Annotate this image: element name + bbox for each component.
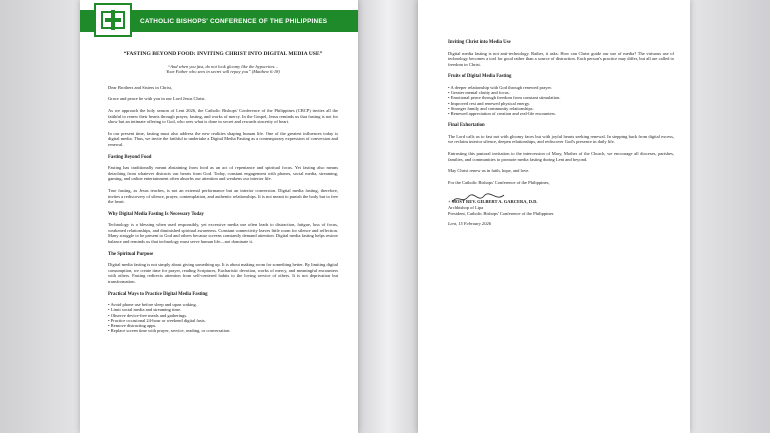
list-item: • Observe device-free meals and gatherings. <box>108 313 338 318</box>
cbcp-logo-icon <box>94 3 132 37</box>
greeting: Grace and peace be with you in our Lord Jesus Christ. <box>108 96 206 102</box>
signatory-name <box>448 199 674 205</box>
section-heading-fruits: Fruits of Digital Media Fasting <box>448 74 512 80</box>
list-item: • Stronger family and community relationships. <box>448 106 674 111</box>
section-heading-spiritual-purpose: The Spiritual Purpose <box>108 251 154 257</box>
letterhead-bar <box>80 10 358 32</box>
section-heading-final-exhortation: Final Exhortation <box>448 123 485 129</box>
closing-line: For the Catholic Bishops' Conference of the Philippines, <box>448 179 550 185</box>
blessing: May Christ renew us in faith, hope, and love. <box>448 168 530 174</box>
list-item: • Replace screen time with prayer, service, reading, or conversation. <box>108 328 338 333</box>
scripture-quote <box>108 64 338 75</box>
background-blur-right <box>690 0 770 433</box>
section1-paragraph-2: True fasting, as Jesus teaches, is not an external performance but an interior conversion. Digital media fasting, therefore, invites a rediscovery of silence, prayer, contemplation, and authentic relationships. It is not meant to punish the body but to free the heart. <box>108 187 339 205</box>
signature-block <box>448 199 674 226</box>
intro-paragraph: As we approach the holy season of Lent 2026, the Catholic Bishops' Conference of the Philippines (CBCP) invites all the faithful to renew their hearts through prayer, fasting, and works of mercy. In the Gospel, Jesus reminds us that fasting is not for show but an intimate offering to God, who sees what is done in secret and rewards sincerity of heart. <box>108 107 338 125</box>
section7-paragraph-1: The Lord calls us to fast not with gloomy faces but with joyful hearts seeking renewal. In stepping back from digital excess, we reclaim interior silence, deepen relationships, and rediscover God's presence in daily life. <box>448 133 674 145</box>
section5-paragraph: Digital media fasting is not anti-technology. Rather, it asks: How can Christ guide our use of media? The virtuous use of technology becomes a tool for good rather than a source of distraction. Each person's practice may differ, but all are called to freedom in Christ. <box>448 50 674 67</box>
section-heading-practical-ways: Practical Ways to Practice Digital Media Fasting <box>108 291 208 297</box>
list-item: • Greater mental clarity and focus. <box>448 90 674 95</box>
list-item: • Remove distracting apps. <box>108 323 338 328</box>
list-item: • Practice occasional 24-hour or weekend digital fasts. <box>108 318 338 323</box>
organization-name: CATHOLIC BISHOPS' CONFERENCE OF THE PHILIPPINES <box>140 17 328 25</box>
quote-line-1: “And when you fast, do not look gloomy like the hypocrites… <box>167 63 279 69</box>
practices-list <box>108 302 338 333</box>
list-item: • A deeper relationship with God through renewed prayer. <box>448 85 674 90</box>
letter-date: Lent, 15 February 2026 <box>448 221 491 227</box>
section3-paragraph: Digital media fasting is not simply about giving something up. It is about making room for something better. By limiting digital consumption, we create time for prayer, reading Scriptures, Eucharistic devotion, works of mercy, and meaningful encounters with others. Fasting redirects attention from self-centered habits to the loving service of others. It is not deprivation but transformation. <box>108 262 338 285</box>
signatory-title-1: Archbishop of Lipa <box>448 204 484 210</box>
letter-page-2 <box>418 0 690 433</box>
letter-body-page-2 <box>448 33 674 227</box>
letter-body-page-1 <box>108 52 338 339</box>
present-time-paragraph: In our present time, fasting must also address the new realities shaping human life. One of the greatest influences today is digital media. Thus, we invite the faithful to undertake a Digital Media Fasting as a contemporary expression of conversion and renewal. <box>108 130 338 147</box>
section7-paragraph-2: Entrusting this pastoral invitation to the intercession of Mary, Mother of the Church, we encourage all dioceses, parishes, families, and communities to promote media fasting during Lent and beyond. <box>448 150 674 162</box>
background-blur-middle <box>358 0 418 433</box>
handwritten-signature-icon <box>448 192 508 206</box>
list-item: • Renewed appreciation of creation and real-life encounters. <box>448 111 674 116</box>
section-heading-inviting-christ: Inviting Christ into Media Use <box>448 40 511 45</box>
fruits-list <box>448 85 674 116</box>
letter-page-1 <box>80 0 358 433</box>
list-item: • Limit social media and streaming time. <box>108 307 338 312</box>
section1-paragraph-1: Fasting has traditionally meant abstaining from food as an act of repentance and spiritual focus. Yet fasting also means detaching from whatever distracts our hearts from God. Today, constant engagement with phones, social media, streaming, gaming, and online entertainment often absorbs our attention and weakens our interior life. <box>108 165 338 182</box>
list-item: • Avoid phone use before sleep and upon waking. <box>108 302 338 307</box>
signatory-title-2: President, Catholic Bishops' Conference of the Philippines <box>448 210 554 216</box>
background-blur-left <box>0 0 80 433</box>
salutation: Dear Brothers and Sisters in Christ, <box>108 84 172 90</box>
section-heading-why-necessary: Why Digital Media Fasting Is Necessary Today <box>108 211 204 217</box>
list-item: • Emotional peace through freedom from constant stimulation. <box>448 95 674 100</box>
signatory-name-text: + MOST REV. GILBERT A. GARCERA, D.D. <box>448 199 538 205</box>
quote-line-2: Your Father who sees in secret will repay you” (Matthew 6:18) <box>166 69 280 75</box>
section2-paragraph: Technology is a blessing when used responsibly, yet excessive media use often leads to distraction, fatigue, loss of focus, weakened relationships, and diminished spiritual awareness. Constant connectivity leaves little room for silence and reflection. Many struggle to be present to God and others because screens constantly demand attention. Digital media fasting helps restore balance and reminds us that technology must serve human life—not dominate it. <box>108 222 338 245</box>
section-heading-fasting-beyond-food: Fasting Beyond Food <box>108 154 152 160</box>
list-item: • Improved rest and renewed physical energy. <box>448 101 674 106</box>
letter-title: “FASTING BEYOND FOOD: INVITING CHRIST INTO DIGITAL MEDIA USE” <box>123 51 323 57</box>
